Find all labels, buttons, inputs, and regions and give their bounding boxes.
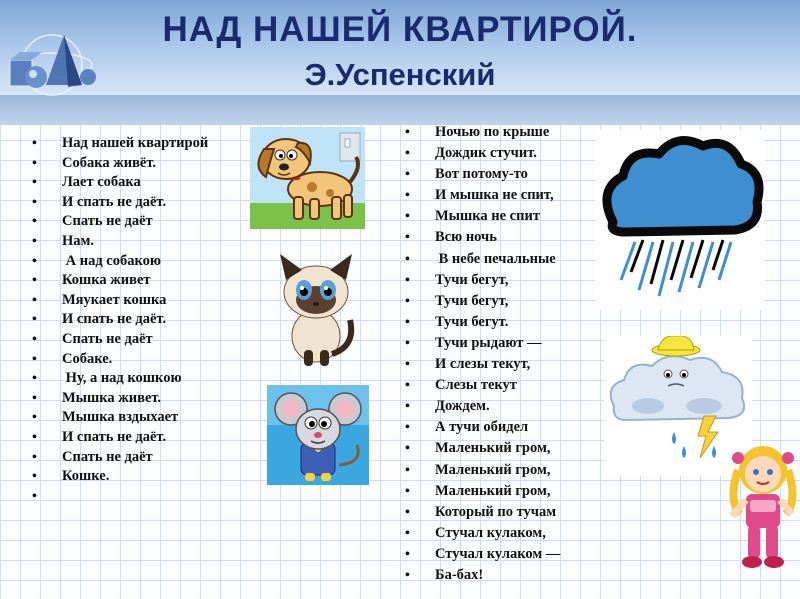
- header: [0, 0, 800, 125]
- poem-line: • Стучал кулаком,: [405, 523, 560, 544]
- poem-line: • Спать не даёт: [32, 212, 208, 232]
- page-subtitle: Э.Успенский: [304, 57, 496, 92]
- poem-line: • Слезы текут: [405, 375, 560, 396]
- poem-line: • Кошке.: [32, 467, 208, 487]
- poem-line: • Спать не даёт: [32, 448, 208, 468]
- poem-line: • Стучал кулаком —: [405, 544, 560, 565]
- poem-line: • Тучи рыдают —: [405, 333, 560, 354]
- poem-line: • Маленький гром,: [405, 481, 560, 502]
- poem-line: • Мяукает кошка: [32, 291, 208, 311]
- poem-line: • Спать не даёт: [32, 330, 208, 350]
- header-band: [0, 95, 800, 125]
- poem-line: • Тучи бегут,: [405, 291, 560, 312]
- poem-line: • Вот потому-то: [405, 164, 560, 185]
- poem-line: • Ну, а над кошкою: [32, 369, 208, 389]
- poem-line: • Мышка живет.: [32, 389, 208, 409]
- poem-right-column: [405, 122, 560, 586]
- page-title: НАД НАШЕЙ КВАРТИРОЙ.: [162, 10, 638, 49]
- poem-line: • И спать не даёт.: [32, 193, 208, 213]
- poem-line: • А тучи обидел: [405, 417, 560, 438]
- poem-line: • Над нашей квартирой: [32, 134, 208, 154]
- poem-line: • Дождем.: [405, 396, 560, 417]
- poem-line: • Тучи бегут.: [405, 312, 560, 333]
- poem-line: • Мышка вздыхает: [32, 408, 208, 428]
- poem-line: • Кошка живет: [32, 271, 208, 291]
- poem-line: • И мышка не спит,: [405, 185, 560, 206]
- poem-line: • Маленький гром,: [405, 460, 560, 481]
- poem-line: • В небе печальные: [405, 249, 560, 270]
- poem-line: • А над собакою: [32, 252, 208, 272]
- poem-line: • Мышка не спит: [405, 206, 560, 227]
- poem-line: • Лает собака: [32, 173, 208, 193]
- poem-line: • И спать не даёт.: [32, 428, 208, 448]
- mouse-icon: [267, 385, 369, 485]
- geometric-shapes-icon: [2, 25, 102, 100]
- poem-line: • Ба-бах!: [405, 565, 560, 586]
- poem-line: • И слезы текут,: [405, 354, 560, 375]
- poem-line: • Тучи бегут,: [405, 270, 560, 291]
- rain-cloud-icon: [595, 130, 765, 310]
- poem-line: • Всю ночь: [405, 227, 560, 248]
- poem-line: • Дождик стучит.: [405, 143, 560, 164]
- poem-line: • Ночью по крыше: [405, 122, 560, 143]
- dog-icon: [250, 127, 365, 229]
- poem-line: • Собаке.: [32, 350, 208, 370]
- poem-line: [32, 487, 208, 507]
- cat-icon: [272, 250, 360, 368]
- poem-line: • Который по тучам: [405, 502, 560, 523]
- girl-icon: [728, 440, 798, 575]
- poem-line: • Нам.: [32, 232, 208, 252]
- poem-left-column: [32, 134, 208, 506]
- poem-line: • И спать не даёт.: [32, 310, 208, 330]
- poem-line: • Маленький гром,: [405, 438, 560, 459]
- poem-line: • Собака живёт.: [32, 154, 208, 174]
